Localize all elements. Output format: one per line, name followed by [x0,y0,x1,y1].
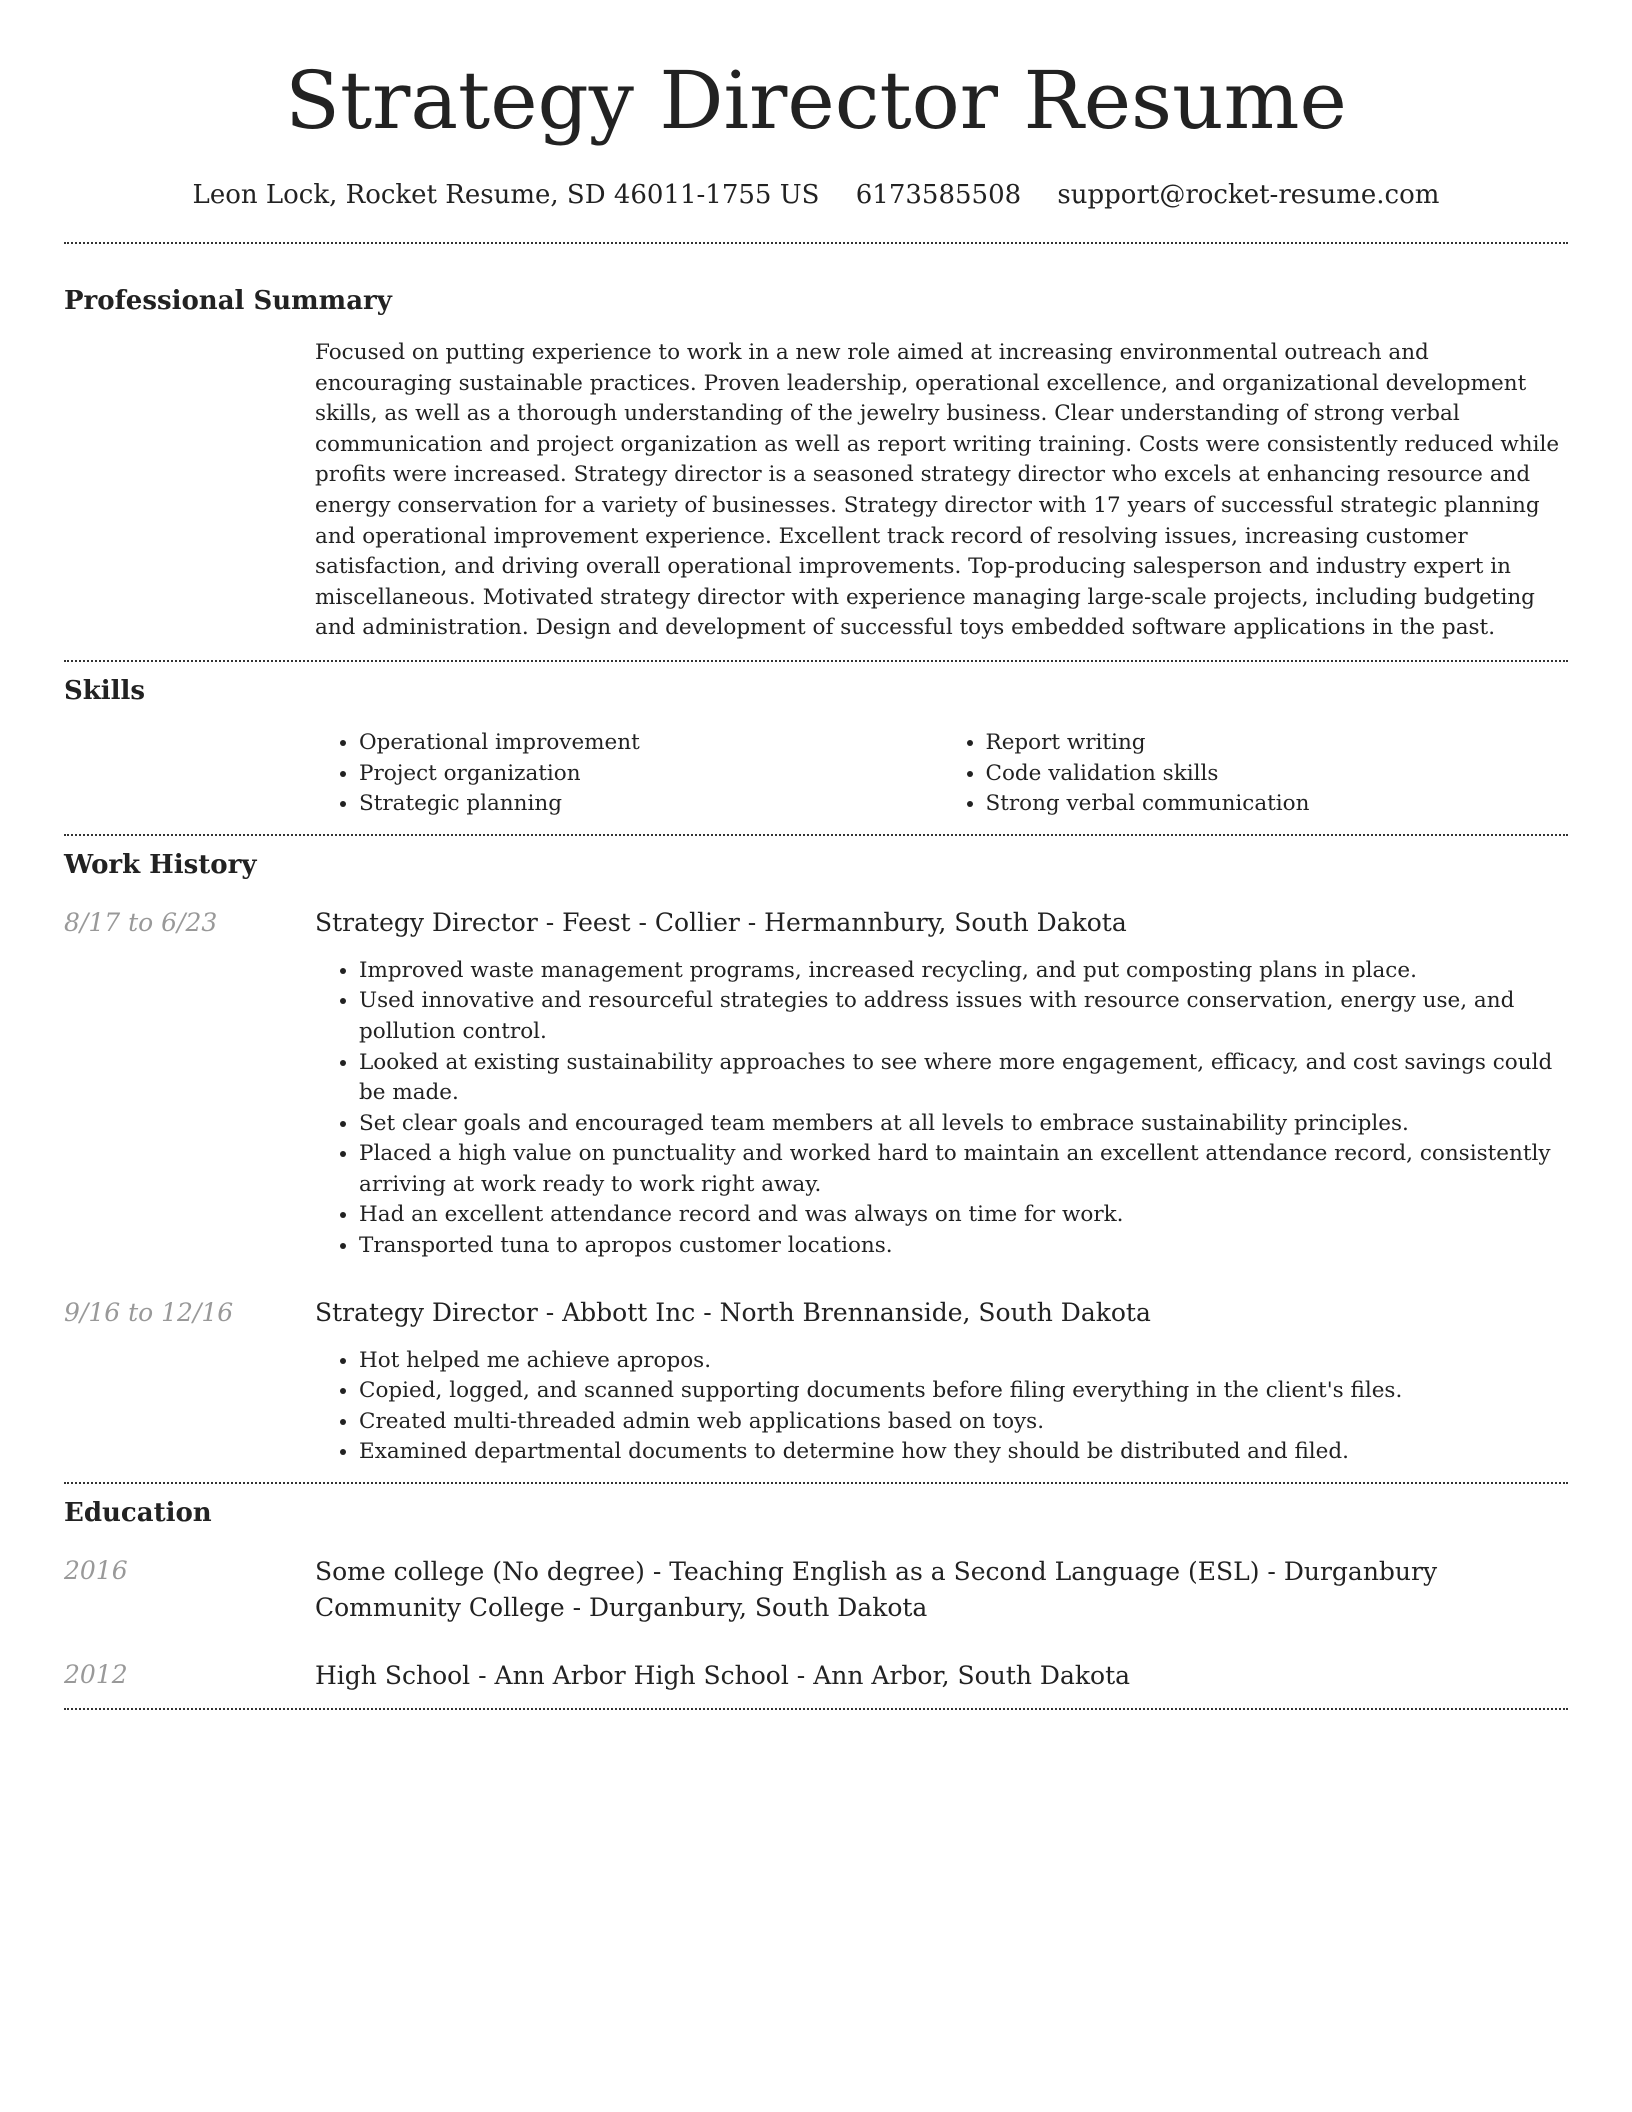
resume-title: Strategy Director Resume [285,54,1347,147]
summary-left-spacer [64,338,315,644]
job-bullet: • Created multi-threaded admin web applications based on toys. [359,1407,1568,1438]
job-bullet: • Set clear goals and encouraged team members at all levels to embrace sustainability principles. [359,1109,1568,1140]
divider [64,1708,1568,1710]
job-bullet: • Copied, logged, and scanned supporting documents before filing everything in the client's files. [359,1376,1568,1407]
skill-item: • Code validation skills [986,759,1569,790]
divider [64,660,1568,662]
skills-column-2 [942,728,1569,820]
work-heading: Work History [64,849,257,880]
job-dates: 9/16 to 12/16 [64,1297,234,1327]
job-bullet: • Had an excellent attendance record and was always on time for work. [359,1200,1568,1231]
job-dates: 8/17 to 6/23 [64,907,218,937]
education-text: High School - Ann Arbor High School - Ann Arbor, South Dakota [315,1661,1131,1691]
skill-item: • Strong verbal communication [986,789,1569,820]
job-bullet: • Examined departmental documents to determine how they should be distributed and filed. [359,1437,1568,1468]
skills-row [64,728,1568,820]
job-bullet: • Improved waste management programs, increased recycling, and put composting plans in place. [359,956,1568,987]
job-entry [64,1296,1568,1468]
divider [64,834,1568,836]
skill-item: • Operational improvement [359,728,942,759]
job-entry [64,906,1568,1262]
skills-grid [315,728,1568,820]
job-title: Strategy Director - Abbott Inc - North Brennanside, South Dakota [315,1297,1151,1327]
education-year: 2012 [64,1660,128,1690]
divider [64,1482,1568,1484]
skills-heading: Skills [64,675,146,706]
contact-phone: 6173585508 [855,180,1022,210]
job-bullets [315,956,1568,1262]
job-bullet: • Transported tuna to apropos customer locations. [359,1231,1568,1262]
divider [64,242,1568,244]
skill-item: • Report writing [986,728,1569,759]
skill-item: • Strategic planning [359,789,942,820]
education-heading: Education [64,1498,212,1529]
job-title: Strategy Director - Feest - Collier - Hermannbury, South Dakota [315,907,1127,937]
contact-line [64,178,1568,212]
job-bullet: • Hot helped me achieve apropos. [359,1346,1568,1377]
job-bullet: • Looked at existing sustainability approaches to see where more engagement, efficacy, and cost savings could be made. [359,1048,1568,1109]
education-text: Some college (No degree) - Teaching English as a Second Language (ESL) - Durganbury Community College - Durganbury, South Dakota [315,1557,1438,1623]
summary-row [64,338,1568,644]
summary-heading: Professional Summary [64,286,392,316]
skill-item: • Project organization [359,759,942,790]
contact-email: support@rocket-resume.com [1057,180,1440,210]
skills-column-1 [315,728,942,820]
summary-text: Focused on putting experience to work in a new role aimed at increasing environmental outreach and encouraging sustainable practices. Proven leadership, operational excellence, and organizational development skills, as well as a thorough understanding of the jewelry business. Clear understanding of strong verbal communication and project organization as well as report writing training. Costs were consistently reduced while profits were increased. Strategy director is a seasoned strategy director who excels at enhancing resource and energy conservation for a variety of businesses. Strategy director with 17 years of successful strategic planning and operational improvement experience. Excellent track record of resolving issues, increasing customer satisfaction, and driving overall operational improvements. Top-producing salesperson and industry expert in miscellaneous. Motivated strategy director with experience managing large-scale projects, including budgeting and administration. Design and development of successful toys embedded software applications in the past. [315,340,1560,641]
contact-address: Leon Lock, Rocket Resume, SD 46011-1755 US [192,180,820,210]
skills-left-spacer [64,728,315,820]
education-year: 2016 [64,1556,128,1586]
job-bullet: • Placed a high value on punctuality and worked hard to maintain an excellent attendance record, consistently arriving at work ready to work right away. [359,1139,1568,1200]
job-bullets [315,1346,1568,1468]
education-entry [64,1658,1568,1694]
job-bullet: • Used innovative and resourceful strategies to address issues with resource conservation, energy use, and pollution control. [359,986,1568,1047]
education-entry [64,1554,1568,1626]
